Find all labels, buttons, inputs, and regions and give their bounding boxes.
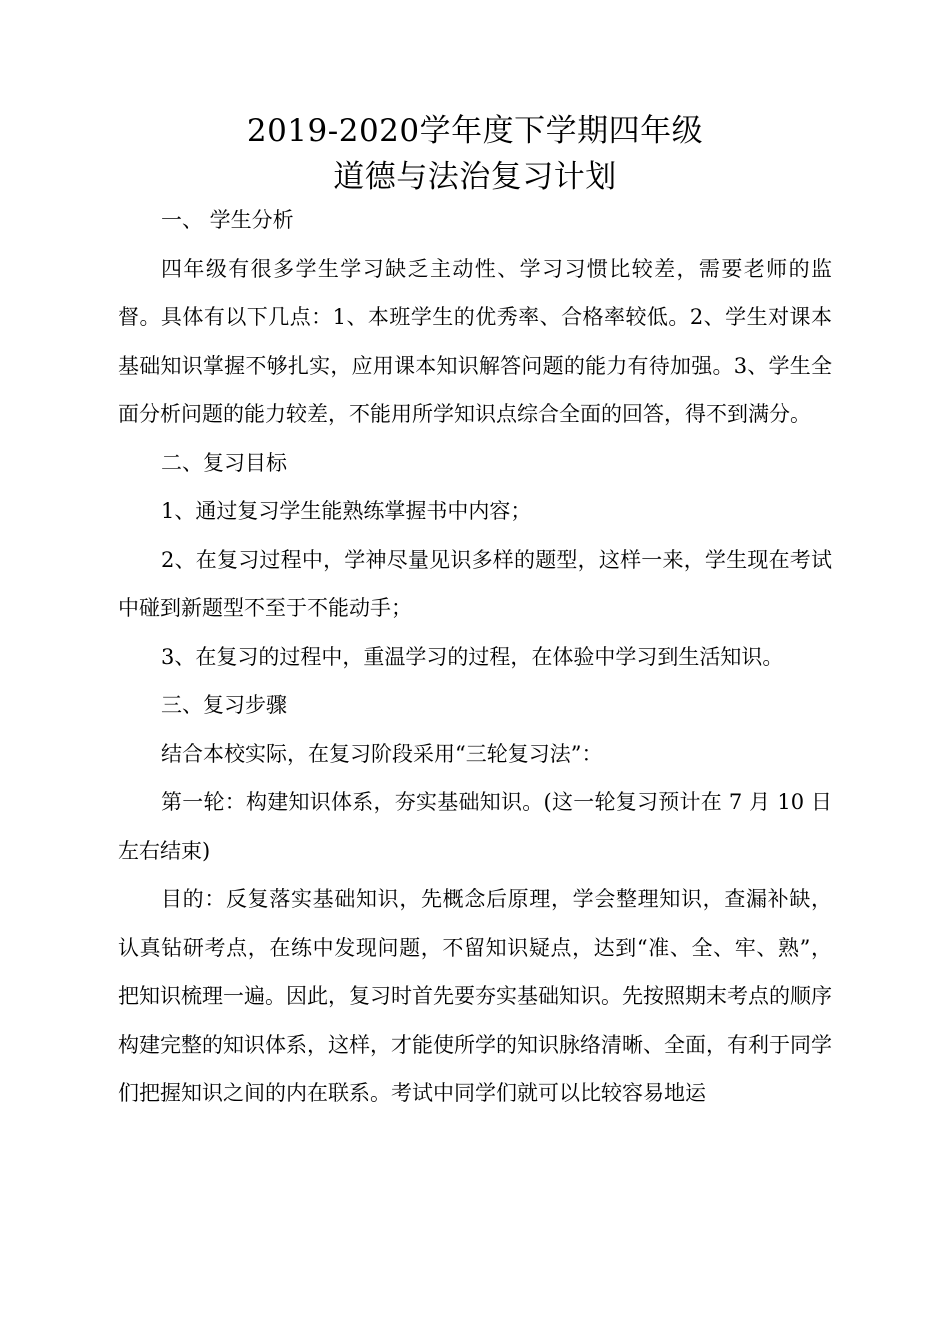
section-heading-review-goals: 二、复习目标 bbox=[161, 450, 287, 475]
goal-item-2: 2、在复习过程中，学神尽量见识多样的题型，这样一来，学生现在考试中碰到新题型不至于不能动手； bbox=[118, 547, 832, 620]
title-line-2: 道德与法治复习计划 bbox=[333, 159, 617, 195]
paragraph-review-method: 结合本校实际，在复习阶段采用“三轮复习法”： bbox=[161, 741, 603, 766]
section-heading-student-analysis: 一、 学生分析 bbox=[161, 208, 294, 232]
goal-item-3: 3、在复习的过程中，重温学习的过程，在体验中学习到生活知识。 bbox=[161, 644, 784, 669]
paragraph-student-analysis: 四年级有很多学生学习缺乏主动性、学习习惯比较差，需要老师的监督。具体有以下几点：1、本班学生的优秀率、合格率较低。2、学生对课本基础知识掌握不够扎实，应用课本知识解答问题的能力有待加强。3、学生全面分析问题的能力较差，不能用所学知识点综合全面的回答，得不到满分。 bbox=[118, 256, 833, 426]
document-title bbox=[0, 108, 950, 200]
document-body bbox=[118, 196, 832, 1118]
paragraph-round-one: 第一轮：构建知识体系，夯实基础知识。(这一轮复习预计在 7 月 10 日左右结束) bbox=[118, 790, 832, 863]
goal-item-1: 1、通过复习学生能熟练掌握书中内容； bbox=[161, 499, 532, 523]
title-line-1: 2019-2020学年度下学期四年级 bbox=[246, 113, 704, 149]
section-heading-review-steps: 三、复习步骤 bbox=[161, 693, 287, 717]
paragraph-round-one-purpose: 目的：反复落实基础知识，先概念后原理，学会整理知识，查漏补缺，认真钻研考点，在练中发现问题，不留知识疑点，达到“准、全、牢、熟”，把知识梳理一遍。因此，复习时首先要夯实基础知识。先按照期末考点的顺序构建完整的知识体系，这样，才能使所学的知识脉络清晰、全面，有利于同学们把握知识之间的内在联系。考试中同学们就可以比较容易地运 bbox=[118, 887, 832, 1105]
